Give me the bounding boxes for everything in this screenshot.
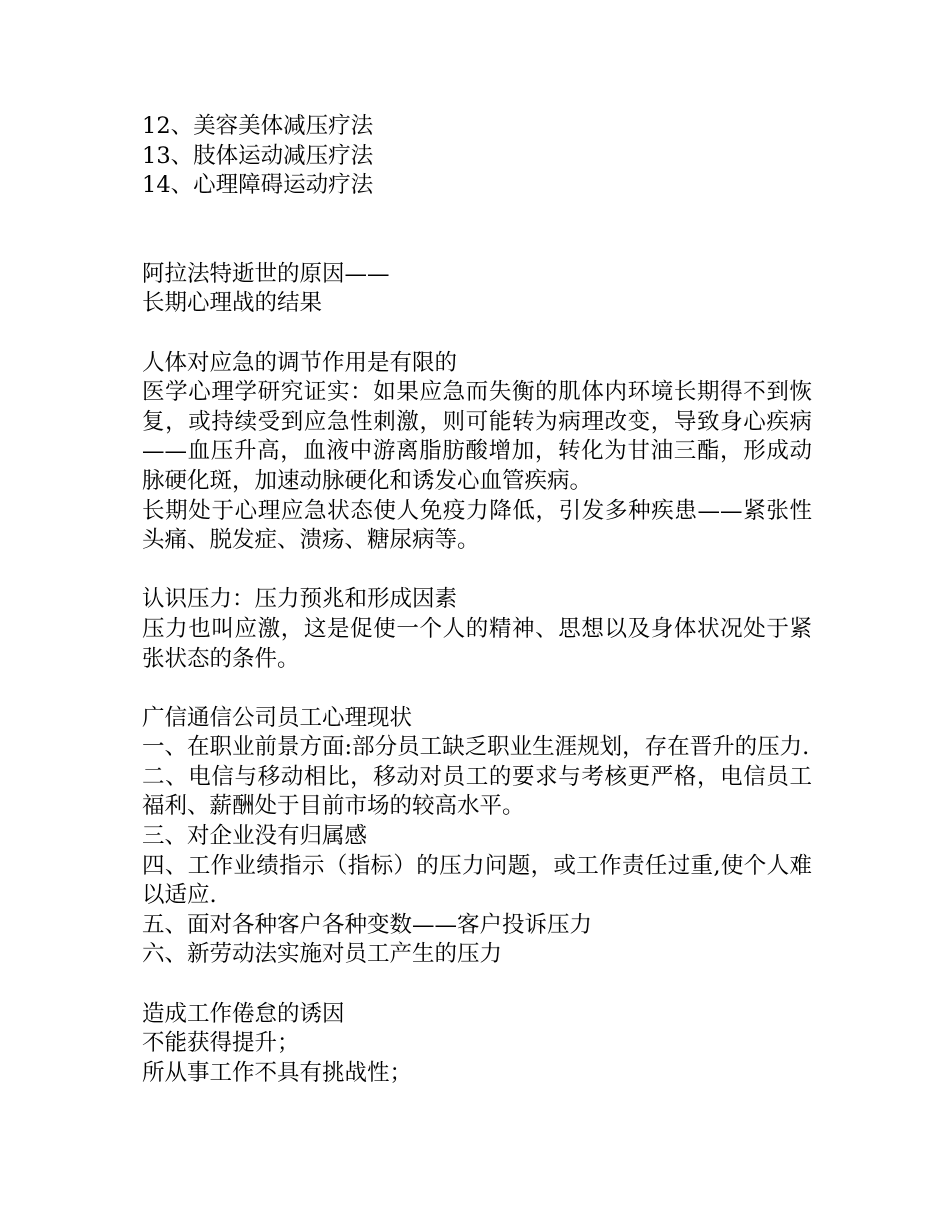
list-item: 五、面对各种客户各种变数——客户投诉压力 bbox=[142, 911, 593, 938]
paragraph: 压力也叫应激，这是促使一个人的精神、思想以及身体状况处于紧张状态的条件。 bbox=[142, 615, 812, 672]
section-heading: 阿拉法特逝世的原因—— bbox=[142, 260, 390, 287]
list-item: 三、对企业没有归属感 bbox=[142, 823, 368, 850]
company-section bbox=[142, 704, 812, 970]
list-item: 六、新劳动法实施对员工产生的压力 bbox=[142, 941, 503, 968]
list-item: 二、电信与移动相比，移动对员工的要求与考核更严格，电信员工福利、薪酬处于目前市场的较高水平。 bbox=[142, 763, 812, 820]
section-heading: 造成工作倦怠的诱因 bbox=[142, 1000, 345, 1027]
list-item: 所从事工作不具有挑战性； bbox=[142, 1059, 413, 1086]
spacer bbox=[142, 319, 812, 349]
list-item: 不能获得提升； bbox=[142, 1030, 300, 1057]
know-stress-section bbox=[142, 585, 812, 674]
section-heading: 人体对应急的调节作用是有限的 bbox=[142, 349, 458, 376]
list-item: 14、心理障碍运动疗法 bbox=[142, 172, 374, 199]
therapy-list bbox=[142, 112, 812, 201]
spacer bbox=[142, 674, 812, 704]
document-page bbox=[142, 112, 812, 1088]
paragraph: 医学心理学研究证实：如果应急而失衡的肌体内环境长期得不到恢复，或持续受到应急性刺激，则可能转为病理改变，导致身心疾病——血压升高，血液中游离脂肪酸增加，转化为甘油三酯，形成动脉硬化斑，加速动脉硬化和诱发心血管疾病。 bbox=[142, 379, 812, 494]
stress-limit-section bbox=[142, 349, 812, 556]
burnout-section bbox=[142, 1000, 812, 1089]
spacer bbox=[142, 970, 812, 1000]
list-item: 13、肢体运动减压疗法 bbox=[142, 142, 374, 169]
list-item: 12、美容美体减压疗法 bbox=[142, 113, 374, 139]
section-heading: 广信通信公司员工心理现状 bbox=[142, 704, 413, 731]
spacer bbox=[142, 556, 812, 586]
paragraph: 长期处于心理应急状态使人免疫力降低，引发多种疾患——紧张性头痛、脱发症、溃疡、糖尿病等。 bbox=[142, 497, 812, 554]
section-heading: 认识压力：压力预兆和形成因素 bbox=[142, 586, 458, 613]
spacer bbox=[142, 201, 812, 260]
list-item: 四、工作业绩指示（指标）的压力问题，或工作责任过重,使个人难以适应. bbox=[142, 852, 812, 909]
section-subheading: 长期心理战的结果 bbox=[142, 290, 323, 317]
list-item: 一、在职业前景方面:部分员工缺乏职业生涯规划，存在晋升的压力. bbox=[142, 734, 810, 761]
arafat-section bbox=[142, 260, 812, 319]
